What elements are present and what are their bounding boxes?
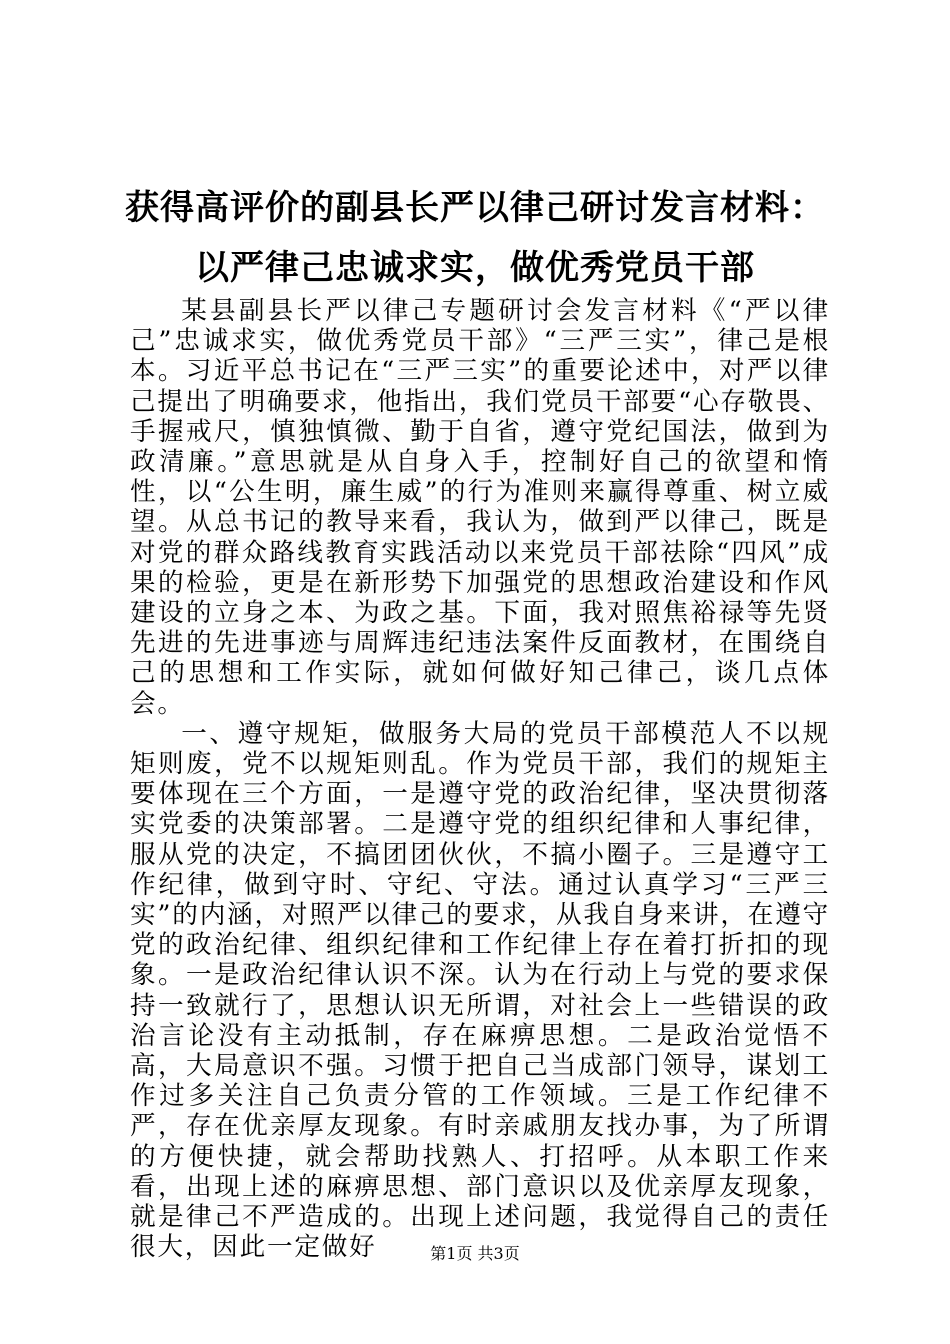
body-paragraph-section-1: 一、遵守规矩，做服务大局的党员干部模范人不以规矩则废，党不以规矩则乱。作为党员干部，我们的规矩主要体现在三个方面，一是遵守党的政治纪律，坚决贯彻落实党委的决策部署。二是遵守党的组织纪律和人事纪律，服从党的决定，不搞团团伙伙，不搞小圈子。三是遵守工作纪律，做到守时、守纪、守法。通过认真学习“三严三实”的内涵，对照严以律己的要求，从我自身来讲，在遵守党的政治纪律、组织纪律和工作纪律上存在着打折扣的现象。一是政治纪律认识不深。认为在行动上与党的要求保持一致就行了，思想认识无所谓，对社会上一些错误的政治言论没有主动抵制，存在麻痹思想。二是政治觉悟不高，大局意识不强。习惯于把自己当成部门领导，谋划工作过多关注自己负责分管的工作领域。三是工作纪律不严，存在优亲厚友现象。有时亲戚朋友找办事，为了所谓的方便快捷，就会帮助找熟人、打招呼。从本职工作来看，出现上述的麻痹思想、部门意识以及优亲厚友现象，就是律己不严造成的。出现上述问题，我觉得自己的责任很大，因此一定做好 — [130, 718, 830, 1263]
page-footer: 第1页 共3页 — [430, 1244, 520, 1263]
body-paragraph-intro: 某县副县长严以律己专题研讨会发言材料《“严以律己”忠诚求实，做优秀党员干部》“三严三实”，律己是根本。习近平总书记在“三严三实”的重要论述中，对严以律己提出了明确要求，他指出，我们党员干部要“心存敬畏、手握戒尺，慎独慎微、勤于自省，遵守党纪国法，做到为政清廉。”意思就是从自身入手，控制好自己的欲望和惰性，以“公生明，廉生威”的行为准则来赢得尊重、树立威望。从总书记的教导来看，我认为，做到严以律己，既是对党的群众路线教育实践活动以来党员干部祛除“四风”成果的检验，更是在新形势下加强党的思想政治建设和作风建设的立身之本、为政之基。下面，我对照焦裕禄等先贤先进的先进事迹与周辉违纪违法案件反面教材，在围绕自己的思想和工作实际，就如何做好知己律己，谈几点体会。 — [130, 296, 830, 719]
document-body — [130, 296, 830, 1263]
document-title-line-1: 获得高评价的副县长严以律己研讨发言材料： — [125, 188, 825, 228]
document-title-line-2: 以严律己忠诚求实，做优秀党员干部 — [195, 248, 755, 288]
